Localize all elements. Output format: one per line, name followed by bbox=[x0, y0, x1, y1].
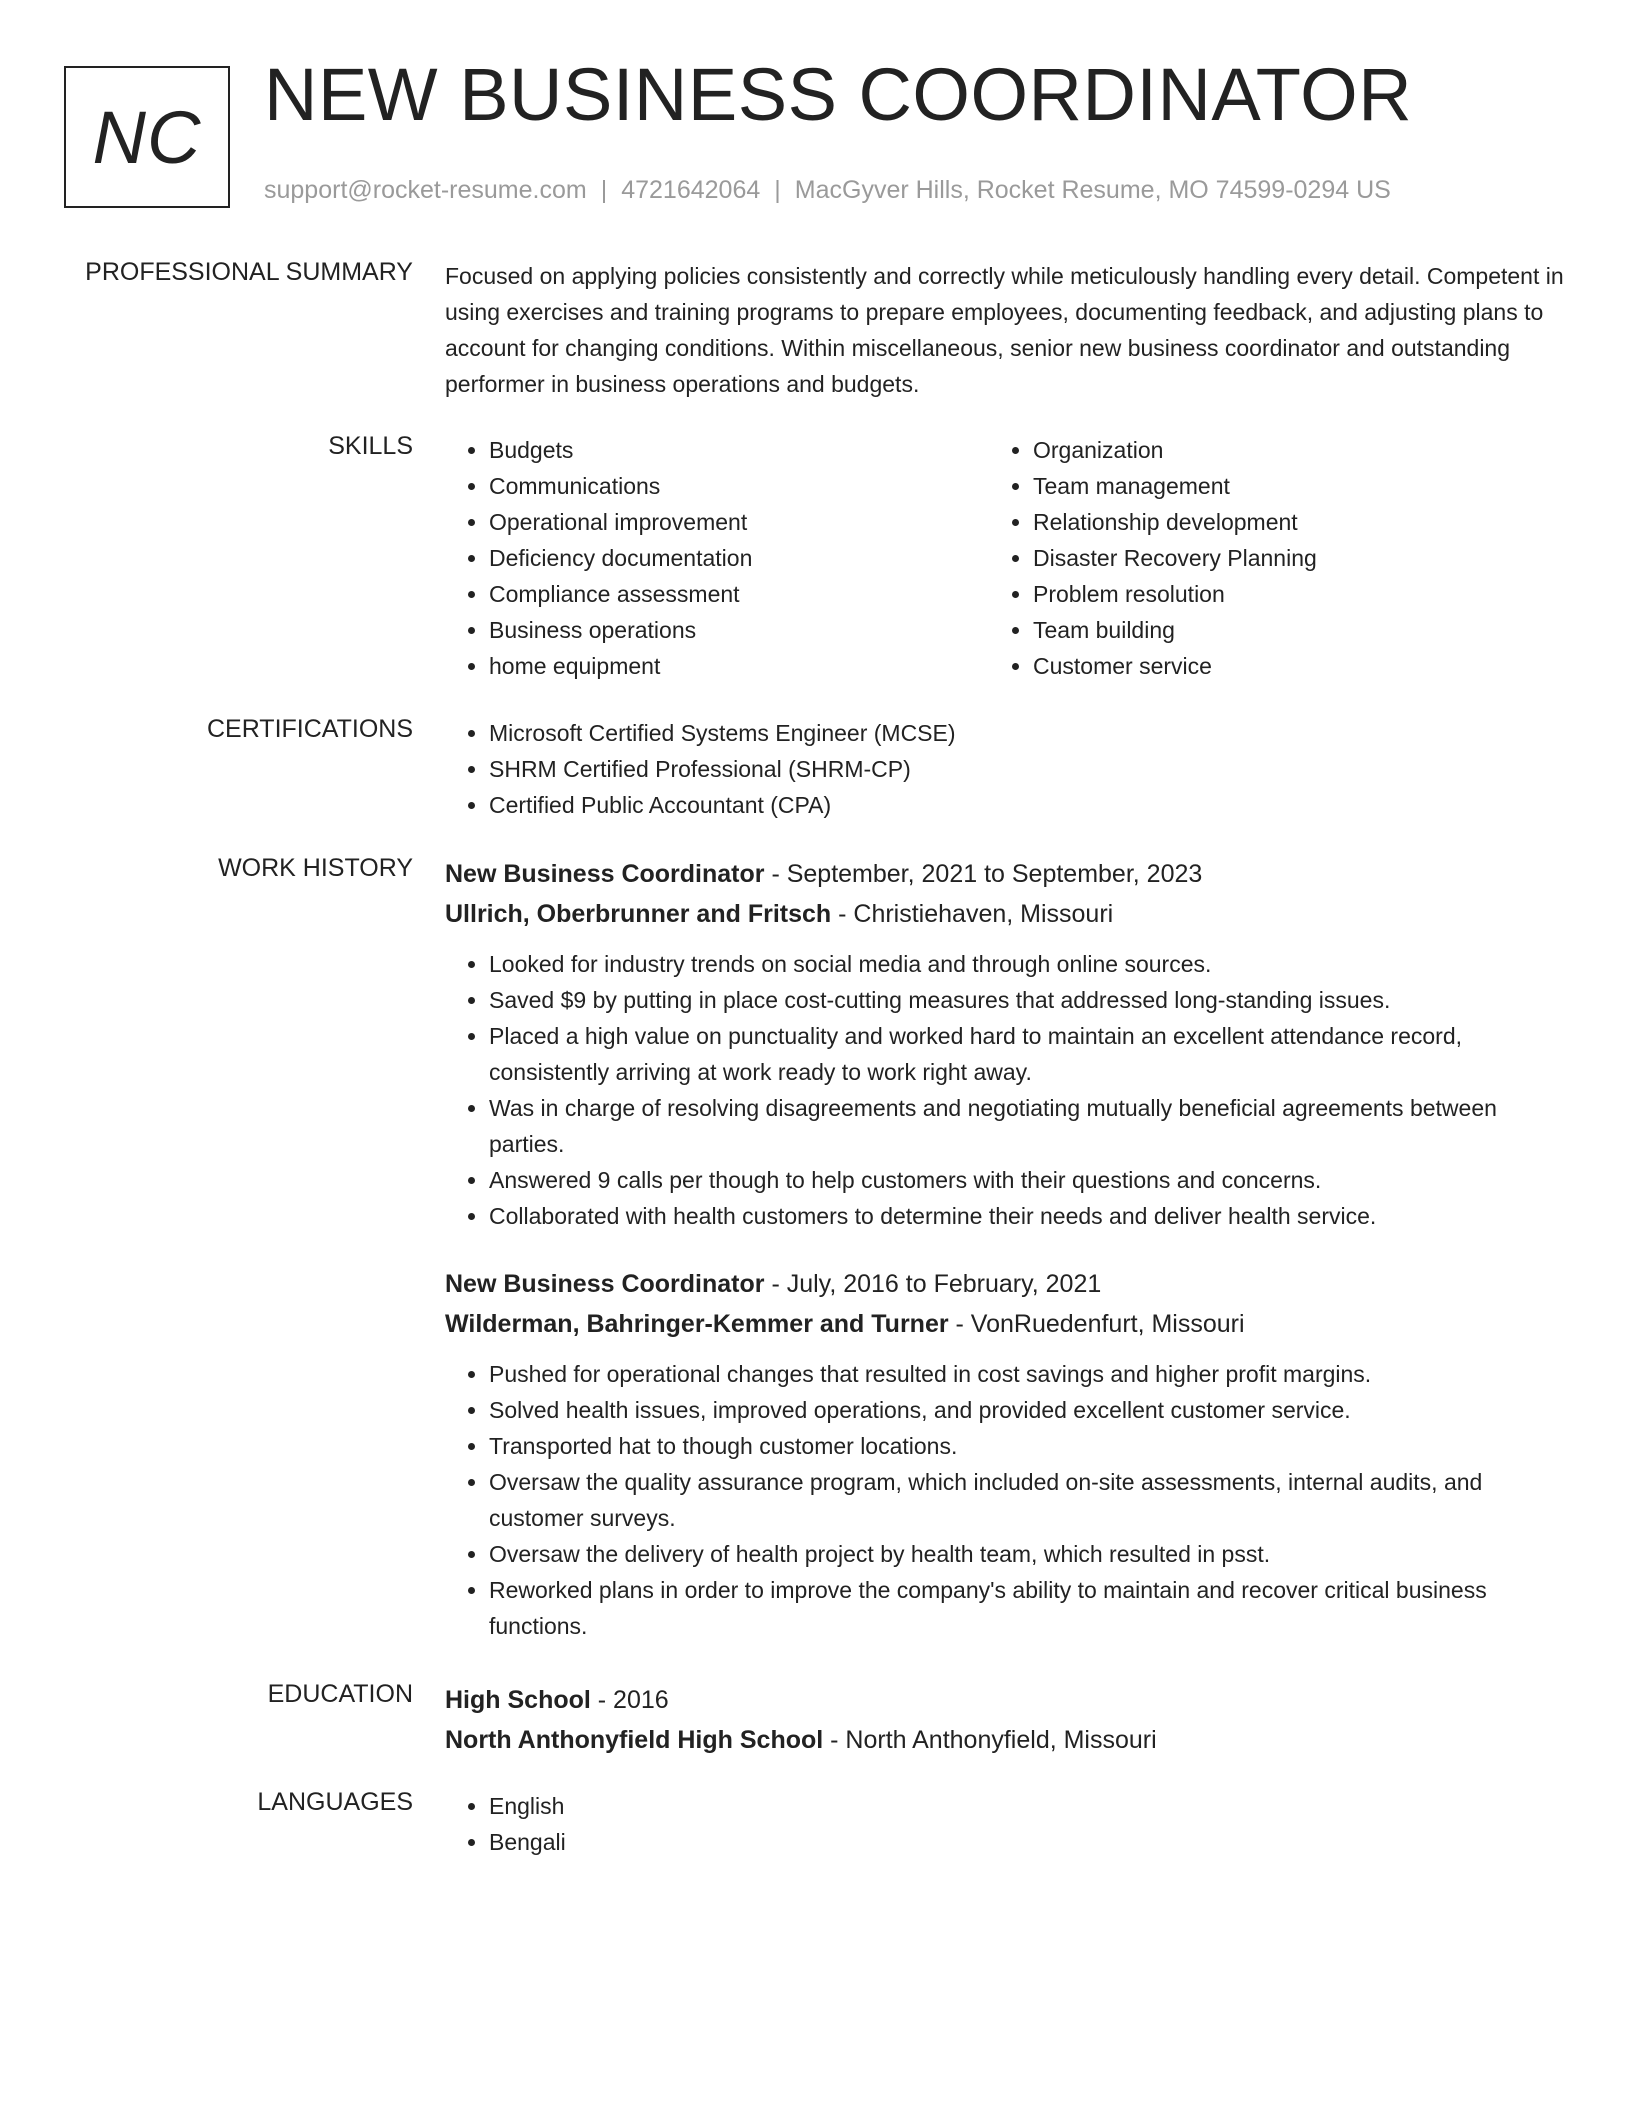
contact-line bbox=[264, 176, 1391, 205]
certifications-body bbox=[445, 715, 1565, 823]
skill-item: • Problem resolution bbox=[1033, 576, 1317, 612]
job-duty: • Was in charge of resolving disagreements and negotiating mutually beneficial agreements between parties. bbox=[489, 1090, 1565, 1162]
job-title: New Business Coordinator bbox=[445, 860, 765, 888]
skill-item: • Relationship development bbox=[1033, 504, 1317, 540]
skills-list-right bbox=[989, 432, 1317, 684]
job-duty: • Oversaw the delivery of health project by health team, which resulted in psst. bbox=[489, 1536, 1565, 1572]
monogram-initials: NC bbox=[92, 95, 202, 179]
contact-email: support@rocket-resume.com bbox=[264, 176, 587, 204]
job-location: - VonRuedenfurt, Missouri bbox=[948, 1310, 1245, 1338]
summary-body bbox=[445, 258, 1565, 402]
job-duty: • Reworked plans in order to improve the company's ability to maintain and recover critical business functions. bbox=[489, 1572, 1565, 1644]
job-entry bbox=[445, 854, 1565, 1234]
contact-phone: 4721642064 bbox=[621, 176, 761, 204]
skill-item: • Compliance assessment bbox=[489, 576, 752, 612]
language-item: • English bbox=[489, 1788, 1565, 1824]
certifications-list bbox=[445, 715, 1565, 823]
skill-item: • Disaster Recovery Planning bbox=[1033, 540, 1317, 576]
certification-item: • Microsoft Certified Systems Engineer (MCSE) bbox=[489, 715, 1565, 751]
job-duty: • Answered 9 calls per though to help customers with their questions and concerns. bbox=[489, 1162, 1565, 1198]
certification-item: • SHRM Certified Professional (SHRM-CP) bbox=[489, 751, 1565, 787]
education-school-line bbox=[445, 1720, 1565, 1760]
section-label: CERTIFICATIONS bbox=[206, 715, 413, 743]
monogram-box bbox=[64, 66, 230, 208]
job-location: - Christiehaven, Missouri bbox=[831, 900, 1114, 928]
contact-address: MacGyver Hills, Rocket Resume, MO 74599-0294 US bbox=[794, 176, 1391, 204]
job-title: New Business Coordinator bbox=[445, 1270, 765, 1298]
job-entry bbox=[445, 1264, 1565, 1644]
section-label: LANGUAGES bbox=[257, 1788, 413, 1816]
skill-item: • Team management bbox=[1033, 468, 1317, 504]
language-item: • Bengali bbox=[489, 1824, 1565, 1860]
skill-item: • Communications bbox=[489, 468, 752, 504]
summary-text: Focused on applying policies consistently and correctly while meticulously handling every detail. Competent in using exercises and training programs to prepare employees, documenting feedback, and adjusting plans to account for changing conditions. Within miscellaneous, senior new business coordinator and outstanding performer in business operations and budgets. bbox=[445, 263, 1564, 397]
education-school: North Anthonyfield High School bbox=[445, 1726, 824, 1754]
skill-item: • home equipment bbox=[489, 648, 752, 684]
job-title-line bbox=[445, 1264, 1565, 1304]
job-duties-list bbox=[445, 946, 1565, 1234]
job-company-line bbox=[445, 1304, 1565, 1344]
contact-separator: | bbox=[774, 176, 781, 204]
job-company-line bbox=[445, 894, 1565, 934]
job-dates: - September, 2021 to September, 2023 bbox=[764, 860, 1203, 888]
job-title-line bbox=[445, 854, 1565, 894]
skill-item: • Budgets bbox=[489, 432, 752, 468]
skill-item: • Team building bbox=[1033, 612, 1317, 648]
education-degree: High School bbox=[445, 1686, 591, 1714]
skill-item: • Deficiency documentation bbox=[489, 540, 752, 576]
section-label: EDUCATION bbox=[267, 1680, 413, 1708]
languages-body bbox=[445, 1788, 1565, 1860]
job-duty: • Oversaw the quality assurance program, which included on-site assessments, internal audits, and customer surveys. bbox=[489, 1464, 1565, 1536]
job-dates: - July, 2016 to February, 2021 bbox=[764, 1270, 1102, 1298]
job-company: Wilderman, Bahringer-Kemmer and Turner bbox=[445, 1310, 949, 1338]
skill-item: • Operational improvement bbox=[489, 504, 752, 540]
job-duty: • Placed a high value on punctuality and worked hard to maintain an excellent attendance record, consistently arriving at work ready to work right away. bbox=[489, 1018, 1565, 1090]
job-duties-list bbox=[445, 1356, 1565, 1644]
job-company: Ullrich, Oberbrunner and Fritsch bbox=[445, 900, 832, 928]
education-degree-line bbox=[445, 1680, 1565, 1720]
section-label: PROFESSIONAL SUMMARY bbox=[85, 258, 413, 286]
certification-item: • Certified Public Accountant (CPA) bbox=[489, 787, 1565, 823]
languages-list bbox=[445, 1788, 1565, 1860]
skill-item: • Customer service bbox=[1033, 648, 1317, 684]
job-duty: • Transported hat to though customer locations. bbox=[489, 1428, 1565, 1464]
section-label: SKILLS bbox=[328, 432, 413, 460]
education-location: - North Anthonyfield, Missouri bbox=[823, 1726, 1157, 1754]
candidate-title: NEW BUSINESS COORDINATOR bbox=[264, 53, 1413, 136]
education-year: - 2016 bbox=[590, 1686, 669, 1714]
job-duty: • Looked for industry trends on social media and through online sources. bbox=[489, 946, 1565, 982]
education-body bbox=[445, 1680, 1565, 1760]
skill-item: • Business operations bbox=[489, 612, 752, 648]
contact-separator: | bbox=[600, 176, 608, 204]
job-duty: • Collaborated with health customers to determine their needs and deliver health service. bbox=[489, 1198, 1565, 1234]
work-history-body bbox=[445, 854, 1565, 1644]
job-duty: • Saved $9 by putting in place cost-cutting measures that addressed long-standing issues. bbox=[489, 982, 1565, 1018]
section-label: WORK HISTORY bbox=[218, 854, 413, 882]
job-duty: • Solved health issues, improved operations, and provided excellent customer service. bbox=[489, 1392, 1565, 1428]
skills-list-left bbox=[445, 432, 752, 684]
job-duty: • Pushed for operational changes that resulted in cost savings and higher profit margins. bbox=[489, 1356, 1565, 1392]
skill-item: • Organization bbox=[1033, 432, 1317, 468]
